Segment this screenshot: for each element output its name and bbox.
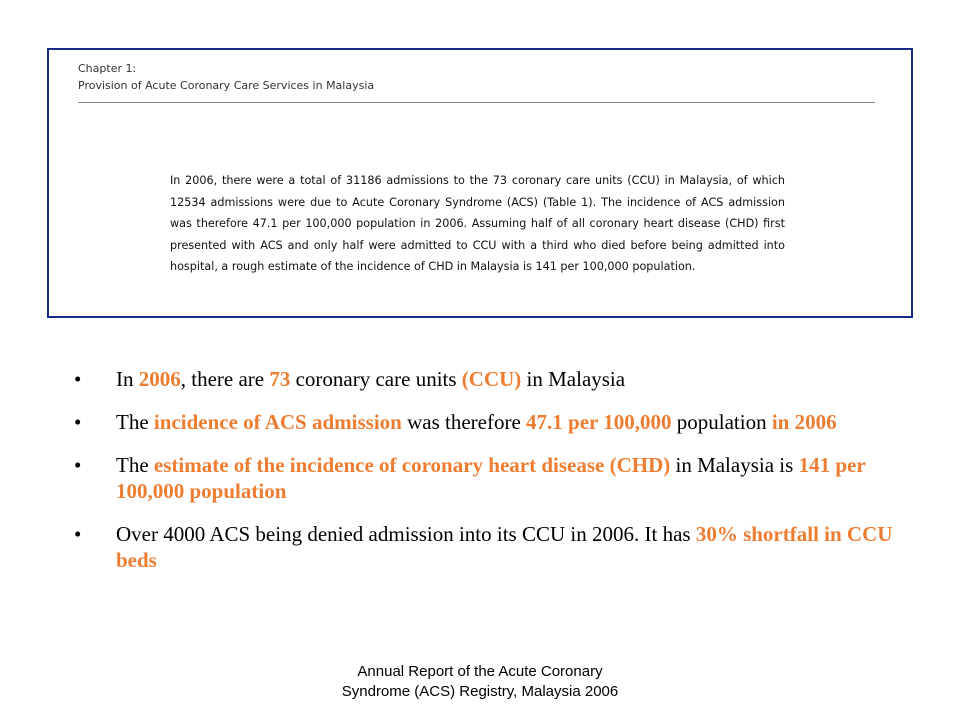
bullet-marker: • bbox=[74, 410, 82, 434]
highlighted-text: incidence of ACS admission bbox=[153, 410, 402, 434]
summary-bullet bbox=[70, 521, 920, 573]
bullet-text: In bbox=[116, 367, 139, 391]
bullet-text: , there are bbox=[180, 367, 270, 391]
highlighted-text: in 2006 bbox=[771, 410, 837, 434]
chapter-title: Provision of Acute Coronary Care Services in Malaysia bbox=[78, 79, 375, 92]
footer-line-1: Annual Report of the Acute Coronary bbox=[357, 663, 603, 680]
bullet-text: in Malaysia bbox=[521, 367, 626, 391]
bullet-text: in Malaysia is bbox=[670, 453, 799, 477]
highlighted-text: estimate of the incidence of coronary heart disease (CHD) bbox=[153, 453, 671, 477]
bullet-text: coronary care units bbox=[290, 367, 462, 391]
bullet-text: Over 4000 ACS being denied admission into its CCU in 2006. It has bbox=[116, 522, 696, 546]
bullet-text: population bbox=[671, 410, 772, 434]
chapter-label: Chapter 1: bbox=[78, 62, 137, 75]
bullet-text: The bbox=[116, 453, 154, 477]
highlighted-text: 73 bbox=[269, 367, 291, 391]
excerpt-paragraph: In 2006, there were a total of 31186 admissions to the 73 coronary care units (CCU) in Malaysia, of which 12534 admissions were due to Acute Coronary Syndrome (ACS) (Table 1). The incidence of ACS admission was therefore 47.1 per 100,000 population in 2006. Assuming half of all coronary heart disease (CHD) first presented with ACS and only half were admitted to CCU with a third who died before being admitted into hospital, a rough estimate of the incidence of CHD in Malaysia is 141 per 100,000 population. bbox=[170, 174, 785, 273]
summary-bullet bbox=[70, 366, 920, 392]
footer-line-2: Syndrome (ACS) Registry, Malaysia 2006 bbox=[341, 683, 619, 700]
highlighted-text: (CCU) bbox=[461, 367, 522, 391]
bullet-text: was therefore bbox=[401, 410, 527, 434]
highlighted-text: 47.1 per 100,000 bbox=[526, 410, 672, 434]
highlighted-text: 30% shortfall in CCU beds bbox=[116, 522, 893, 572]
slide-footer bbox=[0, 662, 960, 702]
highlighted-text: 141 per 100,000 population bbox=[116, 453, 866, 503]
bullet-marker: • bbox=[74, 453, 82, 477]
highlighted-text: 2006 bbox=[138, 367, 181, 391]
report-excerpt bbox=[47, 48, 913, 318]
summary-bullet bbox=[70, 409, 920, 435]
summary-bullet-list bbox=[70, 366, 920, 590]
bullet-text: The bbox=[116, 410, 154, 434]
bullet-marker: • bbox=[74, 522, 82, 546]
summary-bullet bbox=[70, 452, 920, 504]
bullet-marker: • bbox=[74, 367, 82, 391]
chapter-divider bbox=[78, 102, 875, 103]
